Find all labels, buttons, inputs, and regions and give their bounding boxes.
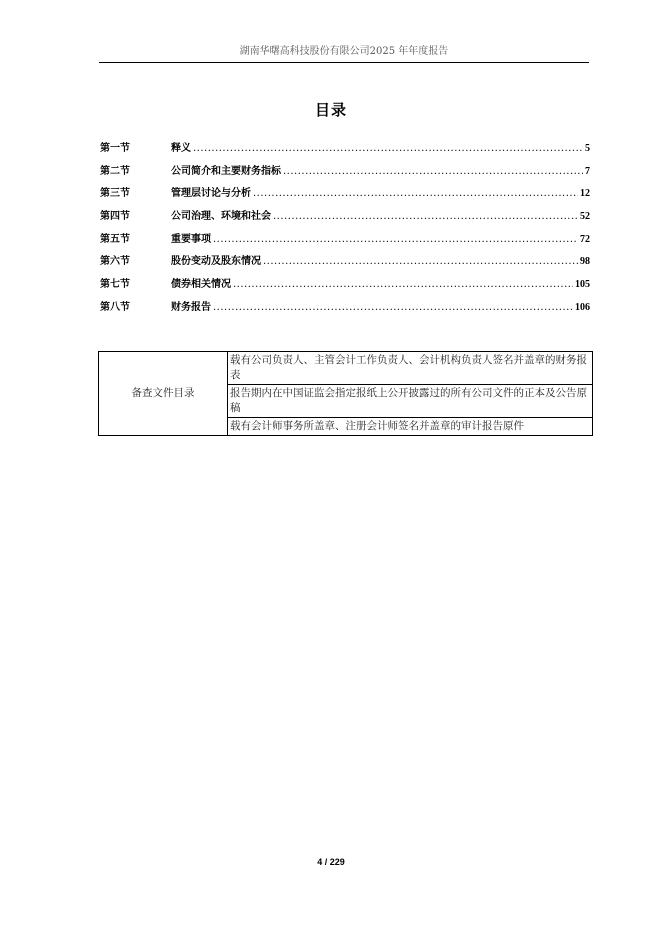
toc-section-number: 第七节 [100,279,130,291]
toc-page-number: 12 [580,188,590,200]
toc-section-number: 第二节 [100,165,130,177]
toc-section-number: 第三节 [100,188,130,200]
toc-entry-3[interactable] [100,184,590,207]
running-header: 湖南华曙高科技股份有限公司2025 年年度报告 [239,46,449,57]
toc-dot-leader [213,234,578,245]
toc-section-name: 管理层讨论与分析 [171,188,251,200]
toc-section-name: 公司治理、环境和社会 [171,211,271,223]
toc-entry-8[interactable] [100,298,590,321]
toc-dot-leader [283,166,583,177]
toc-dot-leader [213,302,573,313]
reference-documents-table [98,351,593,436]
toc-page-number: 52 [580,211,590,223]
toc-section-name: 股份变动及股东情况 [171,256,261,268]
toc-title: 目录 [314,101,347,119]
reference-document-item: 报告期内在中国证监会指定报纸上公开披露过的所有公司文件的正本及公告原稿 [228,385,593,418]
toc-page-number: 5 [585,143,590,154]
toc-section-number: 第五节 [100,233,130,245]
toc-dot-leader [263,256,578,267]
page-indicator: 4 / 229 [317,857,345,867]
toc-dot-leader [193,143,583,154]
toc-section-number: 第八节 [100,301,130,313]
toc-entry-4[interactable] [100,207,590,230]
toc-entry-5[interactable] [100,230,590,253]
toc-section-name: 公司简介和主要财务指标 [171,165,281,177]
toc-section-name: 债券相关情况 [171,279,231,291]
toc-entry-1[interactable] [100,139,590,162]
reference-document-item: 载有会计师事务所盖章、注册会计师签名并盖章的审计报告原件 [228,418,593,436]
reference-documents-label: 备查文件目录 [99,352,228,436]
toc-section-name: 财务报告 [171,301,211,313]
toc-page-number: 106 [575,301,590,313]
table-row [99,352,593,385]
toc-entry-7[interactable] [100,275,590,298]
table-of-contents [100,139,590,321]
toc-entry-2[interactable] [100,162,590,185]
toc-section-number: 第四节 [100,211,130,223]
toc-entry-6[interactable] [100,252,590,275]
toc-section-name: 释义 [171,143,191,154]
toc-section-name: 重要事项 [171,233,211,245]
reference-document-item: 载有公司负责人、主管会计工作负责人、会计机构负责人签名并盖章的财务报表 [228,352,593,385]
toc-dot-leader [253,188,578,199]
toc-dot-leader [233,279,573,290]
toc-page-number: 98 [580,256,590,268]
toc-section-number: 第六节 [100,256,130,268]
toc-dot-leader [273,211,578,222]
toc-section-number: 第一节 [100,143,130,154]
toc-page-number: 105 [575,279,590,291]
header-rule [99,62,589,63]
toc-page-number: 7 [585,165,590,177]
toc-page-number: 72 [580,233,590,245]
